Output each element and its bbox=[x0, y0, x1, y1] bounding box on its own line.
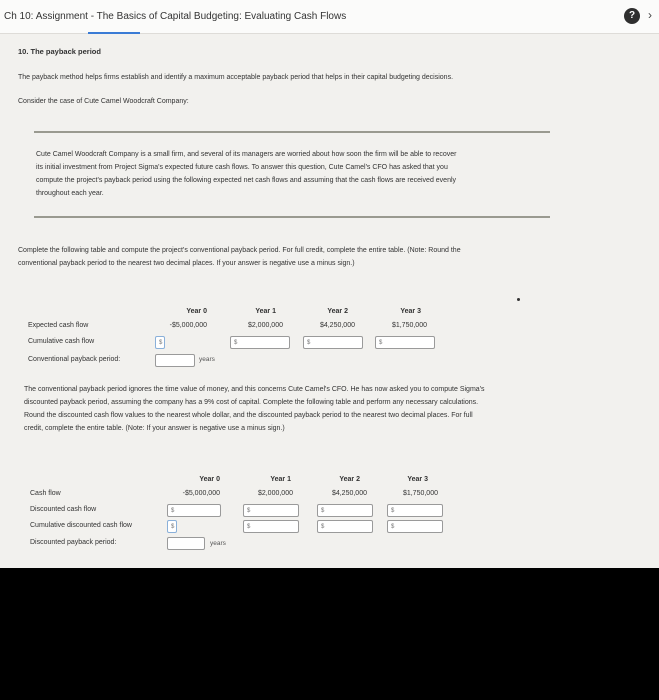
cumulative-cash-flow-year3-input[interactable] bbox=[375, 336, 435, 349]
table1-header-year1: Year 1 bbox=[255, 308, 276, 315]
table2-header-year0: Year 0 bbox=[199, 476, 220, 483]
discounted-intro-line: discounted payback period, assuming the company has a 9% cost of capital. Complete the following table and perform any necessary calculations. bbox=[24, 399, 479, 406]
dollar-symbol: $ bbox=[379, 340, 383, 346]
table2-cash-flow-year2: $4,250,000 bbox=[331, 490, 367, 497]
dollar-symbol: $ bbox=[171, 524, 175, 530]
table2-header-year1: Year 1 bbox=[270, 476, 291, 483]
dollar-symbol: $ bbox=[171, 508, 175, 514]
dollar-symbol: $ bbox=[247, 508, 251, 514]
cumulative-discounted-year1-input[interactable] bbox=[243, 520, 299, 533]
section-title: 10. The payback period bbox=[18, 47, 101, 56]
discounted-cash-flow-year2-input[interactable] bbox=[317, 504, 373, 517]
table2-header-year3: Year 3 bbox=[407, 476, 428, 483]
case-bottom-rule bbox=[34, 216, 550, 218]
black-background bbox=[0, 568, 659, 700]
chevron-right-icon[interactable]: › bbox=[648, 8, 652, 22]
table1-header-year3: Year 3 bbox=[400, 308, 421, 315]
discounted-cash-flow-year3-input[interactable] bbox=[387, 504, 443, 517]
table1-cash-flow-year3: $1,750,000 bbox=[391, 322, 427, 329]
dollar-symbol: $ bbox=[321, 508, 325, 514]
payback-units: years bbox=[199, 356, 215, 363]
discounted-intro-line: The conventional payback period ignores the time value of money, and this concerns Cute Camel's CFO. He has now asked you to compute Sigma's bbox=[24, 386, 485, 393]
discounted-payback-input[interactable] bbox=[167, 537, 205, 550]
cumulative-cash-flow-year2-input[interactable] bbox=[303, 336, 363, 349]
cumulative-discounted-year2-input[interactable] bbox=[317, 520, 373, 533]
table1-header-year2: Year 2 bbox=[327, 308, 348, 315]
discounted-intro-line: credit, complete the entire table. (Note: If your answer is negative use a minus sign.) bbox=[24, 425, 285, 432]
dollar-symbol: $ bbox=[247, 524, 251, 530]
table1-header-year0: Year 0 bbox=[186, 308, 207, 315]
row-label-cumulative-discounted-cash-flow: Cumulative discounted cash flow bbox=[30, 522, 132, 529]
cumulative-cash-flow-year0-input[interactable] bbox=[155, 336, 165, 349]
dollar-symbol: $ bbox=[307, 340, 311, 346]
help-icon[interactable]: ? bbox=[624, 8, 640, 24]
dollar-symbol: $ bbox=[234, 340, 238, 346]
table1-cash-flow-year2: $4,250,000 bbox=[319, 322, 355, 329]
discounted-cash-flow-year0-input[interactable] bbox=[167, 504, 221, 517]
instructions-line: Complete the following table and compute the project's conventional payback period. For full credit, complete the entire table. (Note: Round the bbox=[18, 247, 461, 254]
case-line: its initial investment from Project Sigma's expected future cash flows. To answer this question, Cute Camel's CFO has asked that you bbox=[36, 164, 448, 171]
assignment-title: Ch 10: Assignment - The Basics of Capital Budgeting: Evaluating Cash Flows bbox=[4, 11, 347, 22]
table2-header-year2: Year 2 bbox=[339, 476, 360, 483]
case-top-rule bbox=[34, 131, 550, 133]
row-label-cash-flow: Cash flow bbox=[30, 490, 61, 497]
case-line: Cute Camel Woodcraft Company is a small firm, and several of its managers are worried about how soon the firm will be able to recover bbox=[36, 151, 457, 158]
question-content bbox=[0, 34, 659, 568]
table1-cash-flow-year0: -$5,000,000 bbox=[169, 322, 207, 329]
conventional-payback-input[interactable] bbox=[155, 354, 195, 367]
bullet-dot bbox=[517, 298, 520, 301]
intro-text: The payback method helps firms establish and identify a maximum acceptable payback period that helps in their capital budgeting decisions. bbox=[18, 74, 454, 81]
discounted-payback-units: years bbox=[210, 540, 226, 547]
row-label-discounted-cash-flow: Discounted cash flow bbox=[30, 506, 97, 513]
table1-cash-flow-year1: $2,000,000 bbox=[247, 322, 283, 329]
row-label-discounted-payback: Discounted payback period: bbox=[30, 539, 117, 546]
table2-cash-flow-year1: $2,000,000 bbox=[257, 490, 293, 497]
table2-cash-flow-year0: -$5,000,000 bbox=[182, 490, 220, 497]
case-line: compute the project's payback period using the following expected net cash flows and assuming that the cash flows are received evenly bbox=[36, 177, 457, 184]
row-label-expected-cash-flow: Expected cash flow bbox=[28, 322, 89, 329]
cumulative-cash-flow-year1-input[interactable] bbox=[230, 336, 290, 349]
dollar-symbol: $ bbox=[321, 524, 325, 530]
dollar-symbol: $ bbox=[159, 340, 163, 346]
dollar-symbol: $ bbox=[391, 524, 395, 530]
assignment-header bbox=[0, 0, 659, 34]
consider-text: Consider the case of Cute Camel Woodcraft Company: bbox=[18, 98, 189, 105]
discounted-intro-line: Round the discounted cash flow values to the nearest whole dollar, and the discounted payback period to the nearest two decimal places. For full bbox=[24, 412, 473, 419]
cumulative-discounted-year3-input[interactable] bbox=[387, 520, 443, 533]
instructions-line: conventional payback period to the nearest two decimal places. If your answer is negative use a minus sign.) bbox=[18, 260, 355, 267]
row-label-conventional-payback: Conventional payback period: bbox=[28, 356, 121, 363]
discounted-cash-flow-year1-input[interactable] bbox=[243, 504, 299, 517]
row-label-cumulative-cash-flow: Cumulative cash flow bbox=[28, 338, 95, 345]
table2-cash-flow-year3: $1,750,000 bbox=[402, 490, 438, 497]
case-line: throughout each year. bbox=[36, 190, 104, 197]
dollar-symbol: $ bbox=[391, 508, 395, 514]
cumulative-discounted-year0-input[interactable] bbox=[167, 520, 177, 533]
